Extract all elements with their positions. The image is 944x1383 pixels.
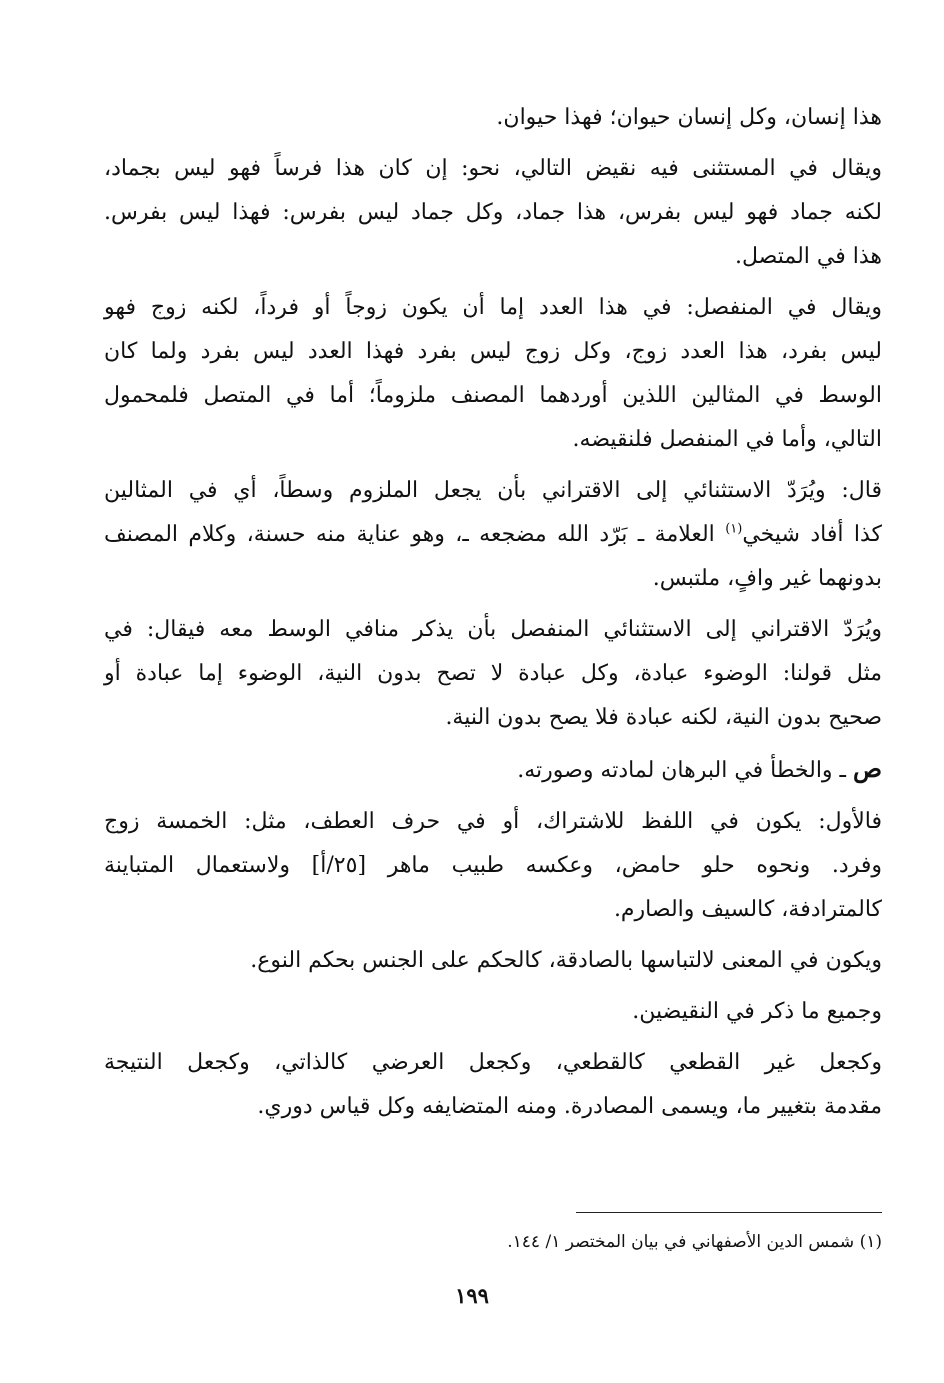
text-line: مقدمة بتغيير ما، ويسمى المصادرة. ومنه المتضايفه وكل قياس دوري. bbox=[257, 1094, 882, 1119]
paragraph-5 bbox=[104, 608, 882, 740]
paragraph-10 bbox=[104, 1041, 882, 1129]
text-line: لكنه جماد فهو ليس بفرس، هذا جماد، وكل جماد ليس بفرس: فهذا ليس بفرس. bbox=[104, 200, 882, 225]
paragraph-3 bbox=[104, 286, 882, 462]
text-line: فالأول: يكون في اللفظ للاشتراك، أو في حرف العطف، مثل: الخمسة زوج bbox=[104, 809, 882, 834]
paragraph-9 bbox=[104, 990, 882, 1034]
text-line: هذا إنسان، وكل إنسان حيوان؛ فهذا حيوان. bbox=[496, 105, 882, 130]
text-line: ويُرَدّ الاقتراني إلى الاستثنائي المنفصل بأن يذكر منافي الوسط معه فيقال: في bbox=[104, 617, 882, 642]
paragraph-7 bbox=[104, 800, 882, 932]
paragraph-1 bbox=[104, 96, 882, 140]
text-line: صحيح بدون النية، لكنه عبادة فلا يصح بدون النية. bbox=[445, 705, 882, 730]
text-line: مثل قولنا: الوضوء عبادة، وكل عبادة لا تصح بدون النية، الوضوء إما عبادة أو bbox=[104, 661, 882, 686]
text-line: كالمترادفة، كالسيف والصارم. bbox=[613, 897, 882, 922]
text-line: ويكون في المعنى لالتباسها بالصادقة، كالحكم على الجنس بحكم النوع. bbox=[250, 948, 882, 973]
text-line: هذا في المتصل. bbox=[734, 244, 882, 269]
footnote: (١) شمس الدين الأصفهاني في بيان المختصر ١/ ١٤٤. bbox=[507, 1232, 882, 1252]
text-segment: ـ والخطأ في البرهان لمادته وصورته. bbox=[517, 758, 853, 783]
text-segment: العلامة ـ بَرّد الله مضجعه ـ، وهو عناية منه حسنة، وكلام المصنف bbox=[104, 522, 726, 547]
text-segment: كذا أفاد شيخي bbox=[742, 522, 883, 547]
text-line: وجميع ما ذكر في النقيضين. bbox=[632, 999, 882, 1024]
text-line: الوسط في المثالين اللذين أوردهما المصنف ملزوماً؛ أما في المتصل فلمحمول bbox=[104, 383, 882, 408]
text-line: بدونهما غير وافٍ، ملتبس. bbox=[652, 566, 882, 591]
text-line: ليس بفرد، هذا العدد زوج، وكل زوج ليس بفرد فهذا العدد ليس بفرد ولما كان bbox=[104, 339, 882, 364]
footnote-reference[interactable]: (١) bbox=[725, 521, 743, 537]
page-body bbox=[104, 96, 882, 1136]
paragraph-4 bbox=[104, 469, 882, 601]
text-marker-sad: ص bbox=[852, 754, 882, 783]
footnote-divider bbox=[576, 1212, 882, 1213]
text-line: التالي، وأما في المنفصل فلنقيضه. bbox=[572, 427, 882, 452]
text-line: ويقال في المنفصل: في هذا العدد إما أن يكون زوجاً أو فرداً، لكنه زوج فهو bbox=[104, 295, 882, 320]
text-line bbox=[104, 747, 882, 793]
paragraph-8 bbox=[104, 939, 882, 983]
text-line: وفرد. ونحوه حلو حامض، وعكسه طبيب ماهر [٢٥/أ] ولاستعمال المتباينة bbox=[104, 853, 882, 878]
page-number: ١٩٩ bbox=[455, 1283, 489, 1308]
text-line: وكجعل غير القطعي كالقطعي، وكجعل العرضي كالذاتي، وكجعل النتيجة bbox=[104, 1050, 882, 1075]
paragraph-6 bbox=[104, 747, 882, 793]
text-line: ويقال في المستثنى فيه نقيض التالي، نحو: إن كان هذا فرساً فهو ليس بجماد، bbox=[104, 156, 882, 181]
text-line: قال: ويُرَدّ الاستثنائي إلى الاقتراني بأن يجعل الملزوم وسطاً، أي في المثالين bbox=[104, 478, 882, 503]
text-line bbox=[104, 513, 882, 557]
paragraph-2 bbox=[104, 147, 882, 279]
